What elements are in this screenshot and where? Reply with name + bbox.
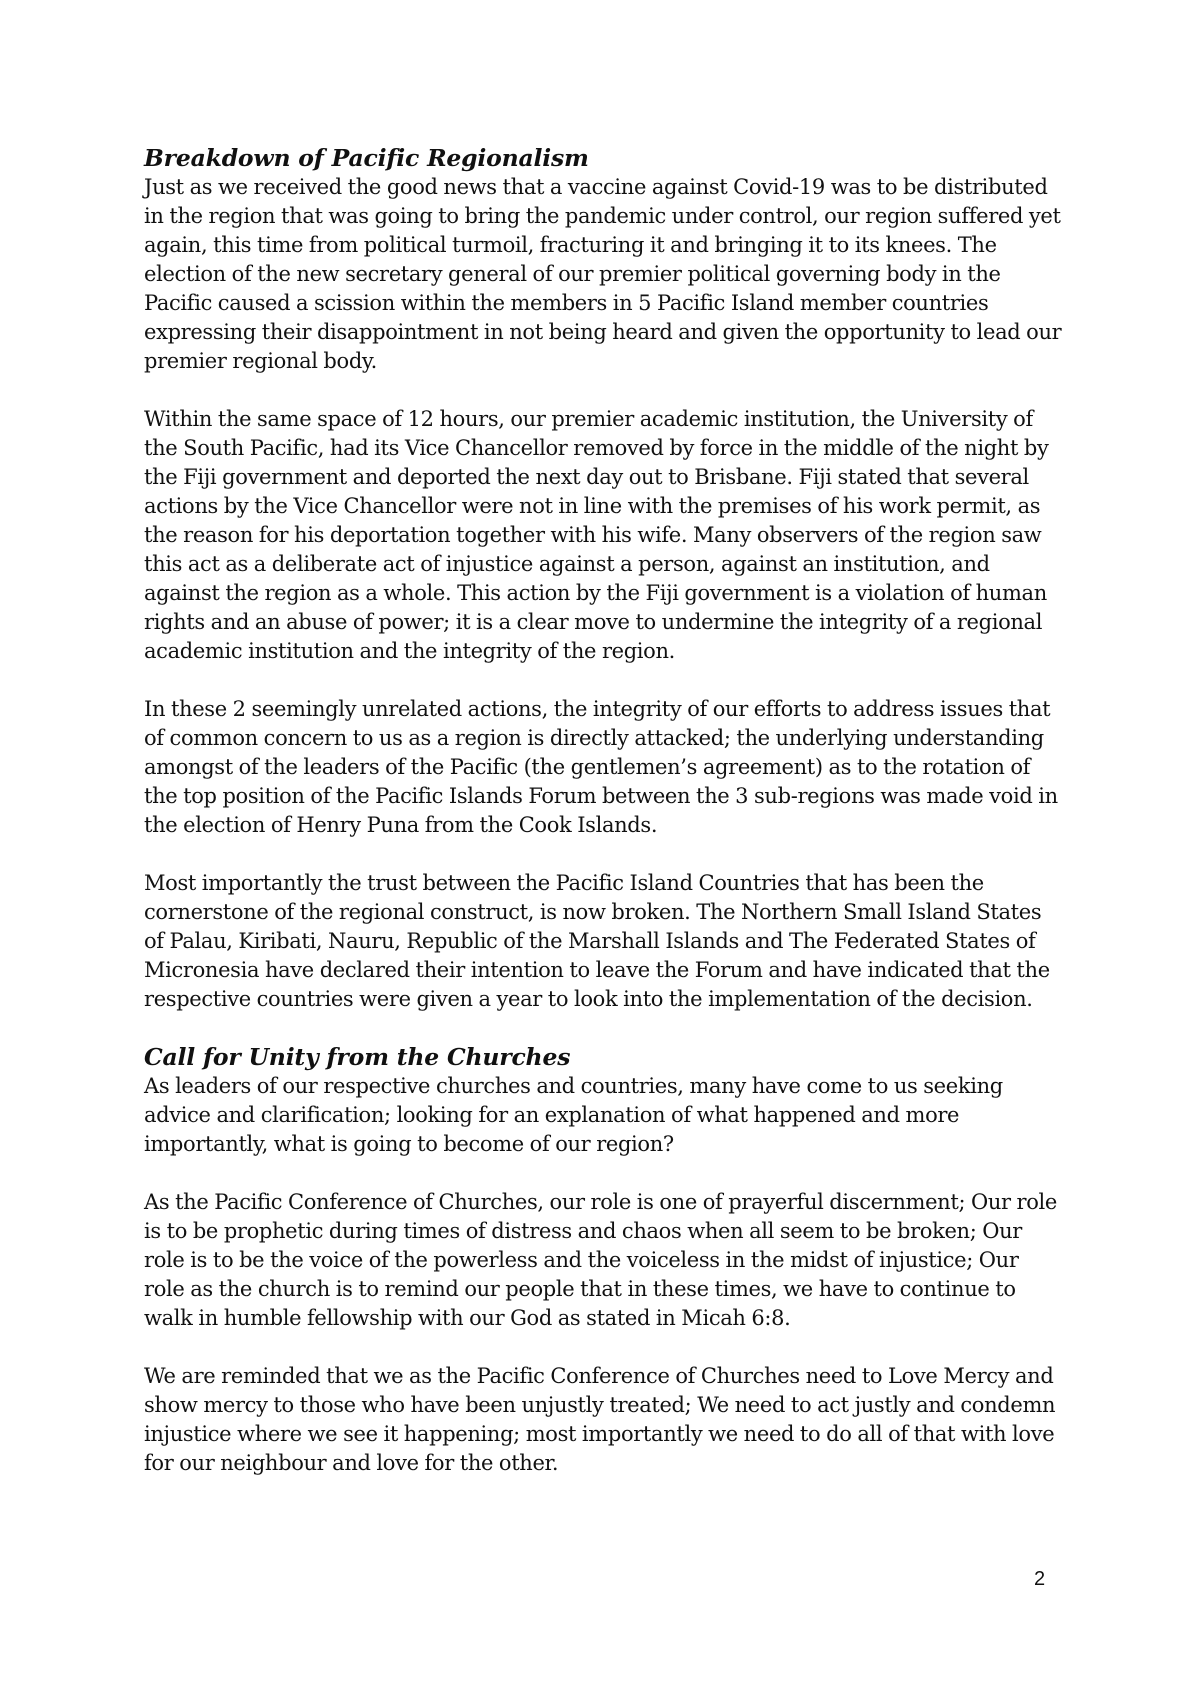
page-content [144,144,1064,1507]
section-heading-pacific-regionalism: Breakdown of Pacific Regionalism [144,144,589,172]
paragraph: Within the same space of 12 hours, our premier academic institution, the University of the South Pacific, had its Vice Chancellor removed by force in the middle of the night by the Fiji government and deported the next day out to Brisbane. Fiji stated that several actions by the Vice Chancellor were not in line with the premises of his work permit, as the reason for his deportation together with his wife. Many observers of the region saw this act as a deliberate act of injustice against a person, against an institution, and against the region as a whole. This action by the Fiji government is a violation of human rights and an abuse of power; it is a clear move to undermine the integrity of a regional academic institution and the integrity of the region. [144,407,1049,663]
paragraph: In these 2 seemingly unrelated actions, the integrity of our efforts to address issues that of common concern to us as a region is directly attacked; the underlying understanding amongst of the leaders of the Pacific (the gentlemen’s agreement) as to the rotation of the top position of the Pacific Islands Forum between the 3 sub-regions was made void in the election of Henry Puna from the Cook Islands. [144,697,1058,837]
paragraph: As leaders of our respective churches and countries, many have come to us seeking advice and clarification; looking for an explanation of what happened and more importantly, what is going to become of our region? [144,1074,1003,1156]
section-heading-call-for-unity: Call for Unity from the Churches [144,1043,571,1071]
paragraph: As the Pacific Conference of Churches, our role is one of prayerful discernment; Our role is to be prophetic during times of distress and chaos when all seem to be broken; Our role is to be the voice of the powerless and the voiceless in the midst of injustice; Our role as the church is to remind our people that in these times, we have to continue to walk in humble fellowship with our God as stated in Micah 6:8. [144,1190,1057,1330]
paragraph: Most importantly the trust between the Pacific Island Countries that has been the cornerstone of the regional construct, is now broken. The Northern Small Island States of Palau, Kiribati, Nauru, Republic of the Marshall Islands and The Federated States of Micronesia have declared their intention to leave the Forum and have indicated that the respective countries were given a year to look into the implementation of the decision. [144,871,1050,1011]
paragraph: Just as we received the good news that a vaccine against Covid-19 was to be distributed in the region that was going to bring the pandemic under control, our region suffered yet again, this time from political turmoil, fracturing it and bringing it to its knees. The election of the new secretary general of our premier political governing body in the Pacific caused a scission within the members in 5 Pacific Island member countries expressing their disappointment in not being heard and given the opportunity to lead our premier regional body. [144,175,1062,373]
paragraph: We are reminded that we as the Pacific Conference of Churches need to Love Mercy and show mercy to those who have been unjustly treated; We need to act justly and condemn injustice where we see it happening; most importantly we need to do all of that with love for our neighbour and love for the other. [144,1364,1056,1475]
page-number: 2 [1034,1568,1046,1590]
